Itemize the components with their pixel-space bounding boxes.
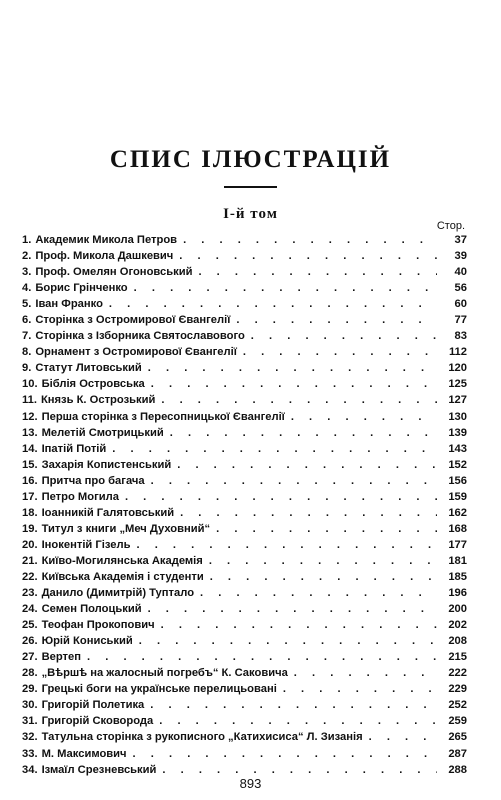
item-title: Семен Полоцький: [41, 603, 142, 616]
dot-leader: [133, 746, 437, 762]
item-page-number: 112: [448, 346, 467, 359]
item-title: Петро Могила: [41, 490, 119, 503]
item-title: Іпатій Потій: [41, 442, 107, 455]
list-item: [22, 296, 467, 312]
item-page-number: 185: [448, 570, 467, 583]
item-number: 1.: [22, 234, 32, 246]
list-item: [22, 344, 467, 360]
item-title: Юрій Кониський: [41, 635, 133, 648]
dot-leader: [170, 425, 437, 441]
item-page-number: 83: [454, 330, 467, 343]
item-page-number: 77: [454, 314, 467, 327]
dot-leader: [210, 569, 437, 585]
item-title: Титул з книги „Меч Духовний“: [41, 522, 211, 535]
dot-leader: [109, 296, 437, 312]
list-item: [22, 441, 467, 457]
item-number: 26.: [22, 635, 38, 648]
list-item: [22, 409, 467, 425]
item-page-number: 120: [448, 362, 467, 375]
item-number: 28.: [22, 667, 38, 680]
item-page-number: 162: [448, 506, 467, 519]
item-page-number: 181: [448, 554, 467, 567]
item-number: 5.: [22, 298, 32, 311]
page-column-header: Стор.: [436, 220, 465, 232]
item-number: 20.: [22, 538, 38, 551]
item-number: 31.: [22, 715, 38, 728]
list-item: [22, 601, 467, 617]
item-title: Академик Микола Петров: [35, 234, 178, 246]
dot-leader: [216, 521, 437, 537]
item-title: Іоанникій Галятовський: [41, 506, 175, 519]
item-number: 29.: [22, 683, 38, 696]
volume-heading: I-й том: [223, 206, 278, 222]
dot-leader: [209, 553, 437, 569]
dot-leader: [151, 473, 437, 489]
list-item: [22, 665, 467, 681]
list-item: [22, 232, 467, 248]
item-title: Орнамент з Остромирової Євангелії: [35, 346, 237, 359]
item-title: Мелетій Смотрицький: [41, 426, 164, 439]
item-title: Перша сторінка з Пересопницької Євангелії: [41, 410, 285, 423]
list-item: [22, 729, 467, 745]
list-item: [22, 537, 467, 553]
list-item: [22, 633, 467, 649]
item-page-number: 252: [448, 699, 467, 712]
item-number: 19.: [22, 522, 38, 535]
item-number: 16.: [22, 474, 38, 487]
item-title: Проф. Микола Дашкевич: [35, 250, 174, 263]
list-item: [22, 489, 467, 505]
item-title: Теофан Прокопович: [41, 619, 155, 632]
item-number: 24.: [22, 603, 38, 616]
item-title: Князь К. Острозький: [40, 394, 156, 407]
dot-leader: [251, 328, 437, 344]
dot-leader: [179, 248, 437, 264]
list-item: [22, 553, 467, 569]
list-item: [22, 425, 467, 441]
item-title: Інокентій Гізель: [41, 538, 131, 551]
list-item: [22, 681, 467, 697]
dot-leader: [161, 617, 437, 633]
item-page-number: 130: [448, 410, 467, 423]
item-page-number: 39: [454, 250, 467, 263]
list-item: [22, 376, 467, 392]
item-title: Григорій Сковорода: [41, 715, 154, 728]
dot-leader: [139, 633, 437, 649]
dot-leader: [183, 232, 437, 248]
item-page-number: 60: [454, 298, 467, 311]
dot-leader: [136, 537, 437, 553]
dot-leader: [148, 360, 437, 376]
item-title: Київська Академія і студенти: [41, 570, 204, 583]
item-number: 10.: [22, 378, 38, 391]
item-title: Грецькі боги на українське перелицьовані: [41, 683, 277, 696]
item-page-number: 229: [448, 683, 467, 696]
footer-page-number: 893: [239, 776, 262, 791]
item-number: 15.: [22, 458, 38, 471]
page-title: СПИС ІЛЮСТРАЦІЙ: [109, 146, 392, 173]
item-title: Вертеп: [41, 651, 82, 664]
item-title: Григорій Полетика: [41, 699, 145, 712]
item-title: Борис Грінченко: [35, 282, 128, 295]
item-number: 32.: [22, 731, 38, 744]
item-page-number: 159: [448, 490, 467, 503]
item-number: 6.: [22, 314, 32, 327]
item-title: Іван Франко: [35, 298, 103, 311]
item-page-number: 127: [448, 394, 467, 407]
item-page-number: 288: [448, 763, 467, 776]
title-divider: [224, 186, 277, 188]
list-item: [22, 280, 467, 296]
item-number: 21.: [22, 554, 38, 567]
list-item: [22, 360, 467, 376]
item-number: 22.: [22, 570, 38, 583]
item-title: Сторінка з Ізборника Святославового: [35, 330, 245, 343]
dot-leader: [161, 392, 437, 408]
item-number: 2.: [22, 250, 32, 263]
list-item: [22, 521, 467, 537]
list-item: [22, 473, 467, 489]
list-item: [22, 264, 467, 280]
item-number: 14.: [22, 442, 38, 455]
list-item: [22, 505, 467, 521]
dot-leader: [291, 409, 437, 425]
dot-leader: [125, 489, 437, 505]
item-title: Притча про багача: [41, 474, 145, 487]
item-page-number: 125: [448, 378, 467, 391]
dot-leader: [112, 441, 437, 457]
list-item: [22, 617, 467, 633]
item-number: 33.: [22, 747, 38, 760]
item-page-number: 40: [454, 266, 467, 279]
list-item: [22, 713, 467, 729]
item-number: 7.: [22, 330, 32, 343]
list-item: [22, 392, 467, 408]
dot-leader: [150, 697, 437, 713]
item-page-number: 208: [448, 635, 467, 648]
item-number: 11.: [22, 394, 37, 407]
item-title: Татульна сторінка з рукописного „Катихисиса“ Л. Зизанія: [41, 731, 363, 744]
item-title: Статут Литовський: [35, 362, 142, 375]
dot-leader: [180, 505, 437, 521]
item-page-number: 196: [448, 587, 467, 600]
item-page-number: 265: [448, 731, 467, 744]
item-number: 12.: [22, 410, 38, 423]
dot-leader: [369, 729, 437, 745]
dot-leader: [243, 344, 437, 360]
list-item: [22, 312, 467, 328]
item-title: Сторінка з Остромирової Євангелії: [35, 314, 231, 327]
item-title: Проф. Омелян Огоновський: [35, 266, 193, 279]
dot-leader: [134, 280, 437, 296]
dot-leader: [294, 665, 437, 681]
dot-leader: [159, 713, 437, 729]
item-page-number: 139: [448, 426, 467, 439]
illustration-list: [22, 232, 467, 778]
item-title: Данило (Димитрій) Туптало: [41, 587, 195, 600]
item-number: 34.: [22, 763, 38, 776]
dot-leader: [151, 376, 437, 392]
list-item: [22, 328, 467, 344]
item-number: 30.: [22, 699, 38, 712]
item-page-number: 222: [448, 667, 467, 680]
dot-leader: [236, 312, 437, 328]
item-title: М. Максимович: [41, 747, 127, 760]
dot-leader: [283, 681, 437, 697]
dot-leader: [198, 264, 437, 280]
item-page-number: 215: [448, 651, 467, 664]
item-page-number: 287: [448, 747, 467, 760]
list-item: [22, 746, 467, 762]
item-page-number: 156: [448, 474, 467, 487]
item-title: Захарія Копистенський: [41, 458, 172, 471]
item-title: „Вѣршѣ на жалосный погребъ“ К. Саковича: [41, 667, 288, 680]
item-page-number: 56: [454, 282, 467, 295]
item-number: 13.: [22, 426, 38, 439]
item-number: 17.: [22, 490, 38, 503]
item-number: 23.: [22, 587, 38, 600]
list-item: [22, 697, 467, 713]
item-page-number: 152: [448, 458, 467, 471]
item-page-number: 168: [448, 522, 467, 535]
item-number: 8.: [22, 346, 32, 359]
list-item: [22, 585, 467, 601]
item-page-number: 259: [448, 715, 467, 728]
item-number: 9.: [22, 362, 32, 375]
item-page-number: 202: [448, 619, 467, 632]
dot-leader: [200, 585, 437, 601]
item-number: 18.: [22, 506, 38, 519]
item-page-number: 143: [448, 442, 467, 455]
dot-leader: [87, 649, 437, 665]
item-title: Біблія Островська: [41, 378, 145, 391]
item-title: Київо-Могилянська Академія: [41, 554, 203, 567]
list-item: [22, 457, 467, 473]
item-number: 25.: [22, 619, 38, 632]
item-page-number: 177: [448, 538, 467, 551]
item-title: Ізмаїл Срезневський: [41, 763, 157, 776]
item-number: 27.: [22, 651, 38, 664]
item-number: 3.: [22, 266, 32, 279]
item-number: 4.: [22, 282, 32, 295]
dot-leader: [177, 457, 437, 473]
list-item: [22, 649, 467, 665]
list-item: [22, 248, 467, 264]
list-item: [22, 569, 467, 585]
item-page-number: 200: [448, 603, 467, 616]
item-page-number: 37: [454, 234, 467, 246]
dot-leader: [148, 601, 437, 617]
